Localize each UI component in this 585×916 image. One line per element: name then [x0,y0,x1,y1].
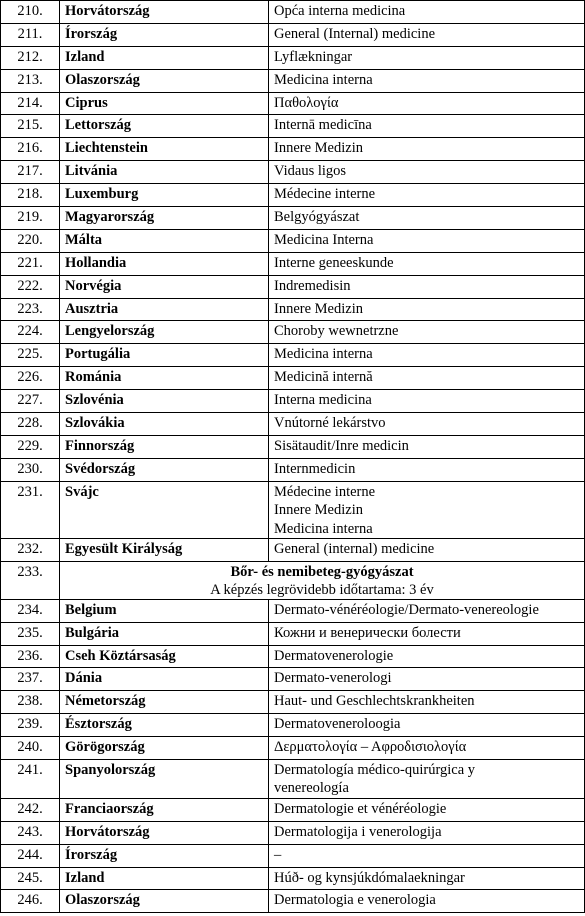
table-row [1,275,585,298]
table-row [1,668,585,691]
specialty-title: Médecine interne [274,483,376,500]
country-name: Románia [60,367,269,390]
country-name: Észtország [60,714,269,737]
specialty-title: Innere Medizin [274,300,363,317]
row-number: 236. [1,645,60,668]
specialty-title: – [274,846,282,863]
table-row [1,458,585,481]
table-row [1,229,585,252]
table-row [1,1,585,24]
table-row [1,645,585,668]
specialty-title: Dermatoveneroloogia [274,716,401,733]
country-name: Dánia [60,668,269,691]
country-name: Málta [60,229,269,252]
row-number: 215. [1,115,60,138]
row-number: 246. [1,890,60,913]
specialty-title-cell [269,229,585,252]
specialty-title-cell [269,890,585,913]
table-row [1,367,585,390]
country-name: Svájc [60,481,269,538]
country-name: Írország [60,23,269,46]
table-row [1,344,585,367]
table-row [1,844,585,867]
specialty-title-cell [269,622,585,645]
table-row [1,867,585,890]
row-number: 222. [1,275,60,298]
row-number: 237. [1,668,60,691]
specialty-title-cell [269,481,585,538]
table-row [1,737,585,760]
row-number: 245. [1,867,60,890]
country-name: Litvánia [60,161,269,184]
country-name: Bulgária [60,622,269,645]
specialty-title: Παθολογία [274,94,339,111]
row-number: 233. [1,561,60,599]
row-number: 219. [1,207,60,230]
country-name: Svédország [60,458,269,481]
specialty-title: Кожни и венерически болести [274,624,461,641]
table-row [1,161,585,184]
country-name: Szlovákia [60,413,269,436]
table-row [1,691,585,714]
specialty-title-cell [269,821,585,844]
country-name: Portugália [60,344,269,367]
country-name: Egyesült Királyság [60,538,269,561]
table-row [1,46,585,69]
table-row [1,207,585,230]
country-name: Finnország [60,435,269,458]
country-name: Horvátország [60,1,269,24]
table-row [1,115,585,138]
specialty-title: Dermato-vénéréologie/Dermato-venereologie [274,601,539,618]
row-number: 220. [1,229,60,252]
row-number: 242. [1,798,60,821]
table-row [1,821,585,844]
specialty-title: Dermatologie et vénéréologie [274,800,447,817]
row-number: 214. [1,92,60,115]
country-name: Horvátország [60,821,269,844]
specialty-title-cell [269,798,585,821]
country-name: Írország [60,844,269,867]
row-number: 240. [1,737,60,760]
specialty-title-cell [269,538,585,561]
row-number: 230. [1,458,60,481]
specialty-title: Interne geneeskunde [274,254,394,271]
table-row [1,413,585,436]
specialty-title: Internā medicīna [274,117,372,134]
table-row [1,69,585,92]
specialty-title: Húð- og kynsjúkdómalaekningar [274,869,465,886]
table-row [1,481,585,538]
table-row [1,23,585,46]
specialty-title: General (internal) medicine [274,540,435,557]
specialty-title-cell [269,115,585,138]
country-name: Luxemburg [60,184,269,207]
specialty-title: Internmedicin [274,460,356,477]
row-number: 224. [1,321,60,344]
specialty-title: Opća interna medicina [274,3,406,19]
table-row [1,252,585,275]
specialty-title-cell [269,645,585,668]
row-number: 229. [1,435,60,458]
table-row [1,760,585,799]
section-heading: Bőr- és nemibeteg-gyógyászat [230,563,414,580]
table-row [1,622,585,645]
row-number: 213. [1,69,60,92]
specialty-title: Innere Medizin [274,140,363,157]
specialty-title: Dermatología médico-quirúrgica y [274,762,476,779]
specialty-title: Belgyógyászat [274,209,360,226]
specialty-title-cell [269,435,585,458]
specialty-title-cell [269,252,585,275]
specialty-title-cell [269,92,585,115]
row-number: 210. [1,1,60,24]
row-number: 216. [1,138,60,161]
specialty-title-cell [269,1,585,24]
country-name: Lengyelország [60,321,269,344]
specialty-title-cell [269,413,585,436]
specialty-title-cell [269,275,585,298]
row-number: 243. [1,821,60,844]
row-number: 238. [1,691,60,714]
country-name: Franciaország [60,798,269,821]
row-number: 211. [1,23,60,46]
country-name: Izland [60,867,269,890]
specialty-title-cell [269,668,585,691]
country-name: Liechtenstein [60,138,269,161]
specialty-title-cell [269,691,585,714]
row-number: 244. [1,844,60,867]
table-row [1,138,585,161]
country-name: Norvégia [60,275,269,298]
country-name: Szlovénia [60,390,269,413]
specialty-title-cell [269,737,585,760]
row-number: 239. [1,714,60,737]
specialty-title-cell [269,321,585,344]
specialty-title: Vnútorné lekárstvo [274,415,386,432]
section-subheading: A képzés legrövidebb időtartama: 3 év [210,581,434,598]
table-row [1,298,585,321]
specialty-title-cell [269,367,585,390]
specialty-title: Medicina interna [274,71,373,88]
table-row [1,890,585,913]
section-header-row [1,561,585,599]
row-number: 223. [1,298,60,321]
specialty-title-cell [269,298,585,321]
country-name: Németország [60,691,269,714]
row-number: 225. [1,344,60,367]
specialty-title-cell [269,867,585,890]
specialty-title-cell [269,184,585,207]
specialty-title: Dermato-venerologi [274,670,392,687]
row-number: 235. [1,622,60,645]
country-name: Izland [60,46,269,69]
country-name: Ausztria [60,298,269,321]
row-number: 234. [1,599,60,622]
country-name: Belgium [60,599,269,622]
specialty-title: Haut- und Geschlechtskrankheiten [274,693,475,710]
country-name: Olaszország [60,69,269,92]
specialty-title: Dermatologija i venerologija [274,823,442,840]
specialty-title: Interna medicina [274,392,372,409]
specialty-title: venereología [274,780,349,797]
specialty-title: Dermatologia e venerologia [274,892,436,909]
specialty-title-cell [269,46,585,69]
specialty-title: Dermatovenerologie [274,647,394,664]
row-number: 212. [1,46,60,69]
section-heading-cell [60,561,585,599]
specialty-title-cell [269,844,585,867]
specialty-title: General (Internal) medicine [274,25,436,42]
specialty-title: Choroby wewnetrzne [274,323,399,340]
country-name: Hollandia [60,252,269,275]
country-name: Olaszország [60,890,269,913]
table-row [1,599,585,622]
specialty-title-cell [269,390,585,413]
specialty-title: Medicina interna [274,346,373,363]
country-name: Ciprus [60,92,269,115]
row-number: 218. [1,184,60,207]
row-number: 231. [1,481,60,538]
row-number: 228. [1,413,60,436]
specialty-title: Medicina interna [274,520,373,537]
table-row [1,435,585,458]
specialty-title: Médecine interne [274,186,376,203]
specialty-title: Medicina Interna [274,231,374,248]
specialty-title-cell [269,161,585,184]
table-row [1,538,585,561]
specialty-title: Sisätaudit/Inre medicin [274,437,409,454]
row-number: 241. [1,760,60,799]
specialty-title-cell [269,458,585,481]
country-name: Spanyolország [60,760,269,799]
country-name: Magyarország [60,207,269,230]
table-body [1,1,585,913]
row-number: 221. [1,252,60,275]
row-number: 232. [1,538,60,561]
specialty-title-cell [269,207,585,230]
specialty-title-cell [269,69,585,92]
table-row [1,184,585,207]
specialty-title-cell [269,760,585,799]
table-row [1,798,585,821]
table-row [1,92,585,115]
table-row [1,714,585,737]
specialty-title: Indremedisin [274,277,351,294]
specialty-title-cell [269,714,585,737]
country-name: Lettország [60,115,269,138]
specialty-title-cell [269,344,585,367]
specialty-title: Vidaus ligos [274,163,347,180]
specialty-title: Lyflækningar [274,48,353,65]
specialty-title: Innere Medizin [274,502,363,519]
specialty-title-cell [269,138,585,161]
specialty-title-cell [269,599,585,622]
row-number: 227. [1,390,60,413]
country-name: Görögország [60,737,269,760]
table-row [1,390,585,413]
specialty-title-cell [269,23,585,46]
row-number: 226. [1,367,60,390]
country-name: Cseh Köztársaság [60,645,269,668]
specialty-title: Δερματολογία – Αφροδισιολογία [274,739,467,756]
specialty-title: Medicină internă [274,369,373,386]
row-number: 217. [1,161,60,184]
table-row [1,321,585,344]
